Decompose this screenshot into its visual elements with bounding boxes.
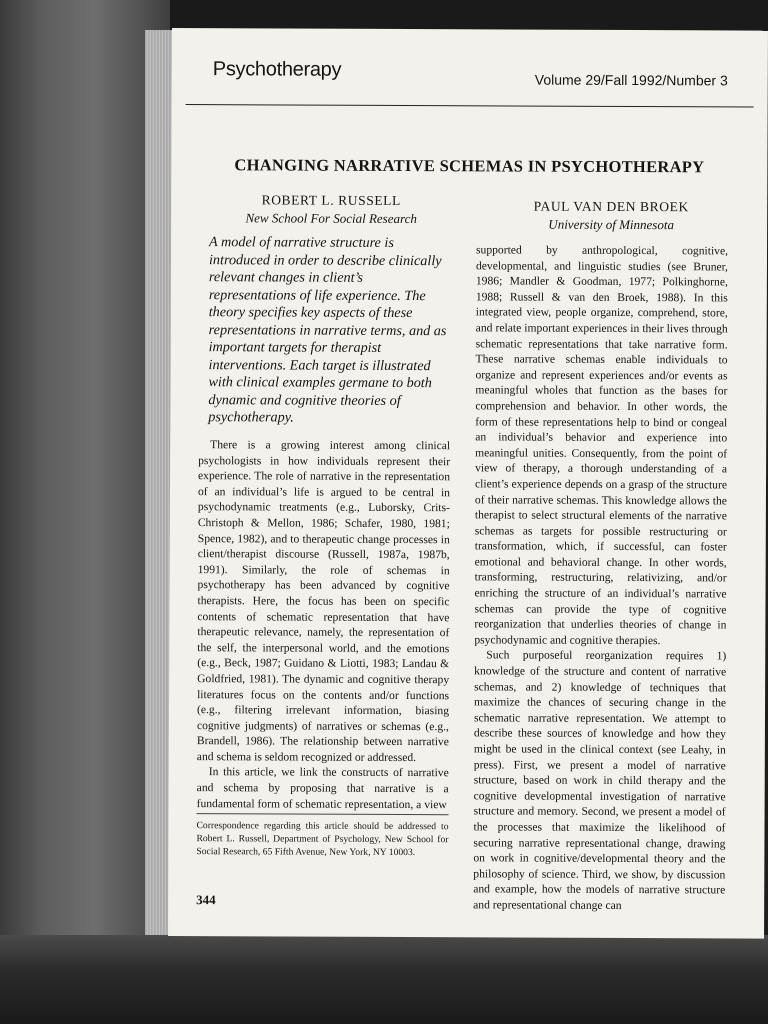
body-column-left [197,437,451,812]
author-affiliation: New School For Social Research [245,210,417,227]
journal-page [168,28,768,939]
page-number: 344 [196,892,216,908]
footnote: Correspondence regarding this article should be addressed to Robert L. Russell, Department of Psychology, New School for Social Research, 65 Fifth Avenue, New York, NY 10003. [196,820,449,859]
body-column-right [473,242,728,914]
paragraph: There is a growing interest among clinical psychologists in how individuals represent their experience. The role of narrative in the representation of an individual’s life is argued to be central in psychodynamic treatments (e.g., Luborsky, Crits-Christoph & Mellon, 1986; Schafer, 1980, 1981; Spence, 1982), and to therapeutic change processes in client/therapist discourse (Russell, 1987a, 1987b, 1991). Similarly, the role of schemas in psychotherapy has been advanced by cognitive therapists. Here, the focus has been on specific contents of schematic representation that have therapeutic relevance, namely, the representation of the self, the interpersonal world, and the emotions (e.g., Beck, 1987; Guidano & Liotti, 1983; Landau & Goldfried, 1981). The dynamic and cognitive therapy literatures focus on the contents and/or functions (e.g., filtering irrelevant information, biasing cognitive judgments) of narratives or schemas (e.g., Brandell, 1986). The relationship between narrative and schema is seldom recognized or addressed. [196,438,451,764]
paragraph: supported by anthropological, cognitive, developmental, and linguistic studies (see Bruner, 1986; Mandler & Goodman, 1977; Polkinghorne, 1988; Russell & van den Broek, 1988). In this integrated view, people organize, comprehend, store, and relate important experiences in their lives through schematic representations that take narrative form. These narrative schemas enable individuals to organize and represent experiences and/or events as meaningful wholes that function as the bases for comprehension and behavior. In other words, the form of these representations help to bind or congeal an individual’s behavior and experience into meaningful unities. Consequently, from the point of view of therapy, a thorough understanding of a client’s experience depends on a grasp of the structure of their narrative schemas. This knowledge allows the therapist to select structural elements of the narrative schemas as targets for possible restructuring or transformation, which, if successful, can foster emotional and behavioral change. In other words, transforming, restructuring, relativizing, and/or enriching the structure of an individual’s narrative schemas can provide the type of cognitive reorganization that underlies theories of change in psychodynamic and cognitive therapies. [474,243,729,647]
journal-name: Psychotherapy [212,58,342,81]
abstract: A model of narrative structure is introduced in order to describe clinically relevant changes in client’s representations of life experience. The theory specifies key aspects of these representations in narrative terms, and as important targets for therapist interventions. Each target is illustrated with clinical examples germane to both dynamic and cognitive theories of psychotherapy. [208,234,447,426]
paragraph: Such purposeful reorganization requires 1) knowledge of the structure and content of narrative schemas, and 2) knowledge of techniques that maximize the chances of securing change in the schematic narrative representation. We attempt to describe these sources of knowledge and how they might be used in the clinical context (see Leahy, in press). First, we present a model of narrative structure, based on work in child therapy and the cognitive developmental investigation of narrative structure and memory. Second, we present a model of the processes that maximize the likelihood of securing narrative representational change, drawing on work in cognitive/developmental theory and the philosophy of science. Third, we show, by discussion and example, how the models of narrative structure and representational change can [473,648,727,912]
header-rule [186,104,754,107]
scan-bottom-shadow [0,935,768,1024]
author-name: PAUL VAN DEN BROEK [533,198,689,215]
article-title: CHANGING NARRATIVE SCHEMAS IN PSYCHOTHERAPY [234,155,705,177]
author-block-2 [471,198,751,233]
author-affiliation: University of Minnesota [548,216,675,233]
paragraph: In this article, we link the constructs of narrative and schema by proposing that narrative is a fundamental form of schematic representation, a view [196,765,449,811]
author-block-1 [191,192,471,227]
volume-info: Volume 29/Fall 1992/Number 3 [534,71,728,89]
author-name: ROBERT L. RUSSELL [261,192,401,209]
footnote-rule [197,813,449,815]
